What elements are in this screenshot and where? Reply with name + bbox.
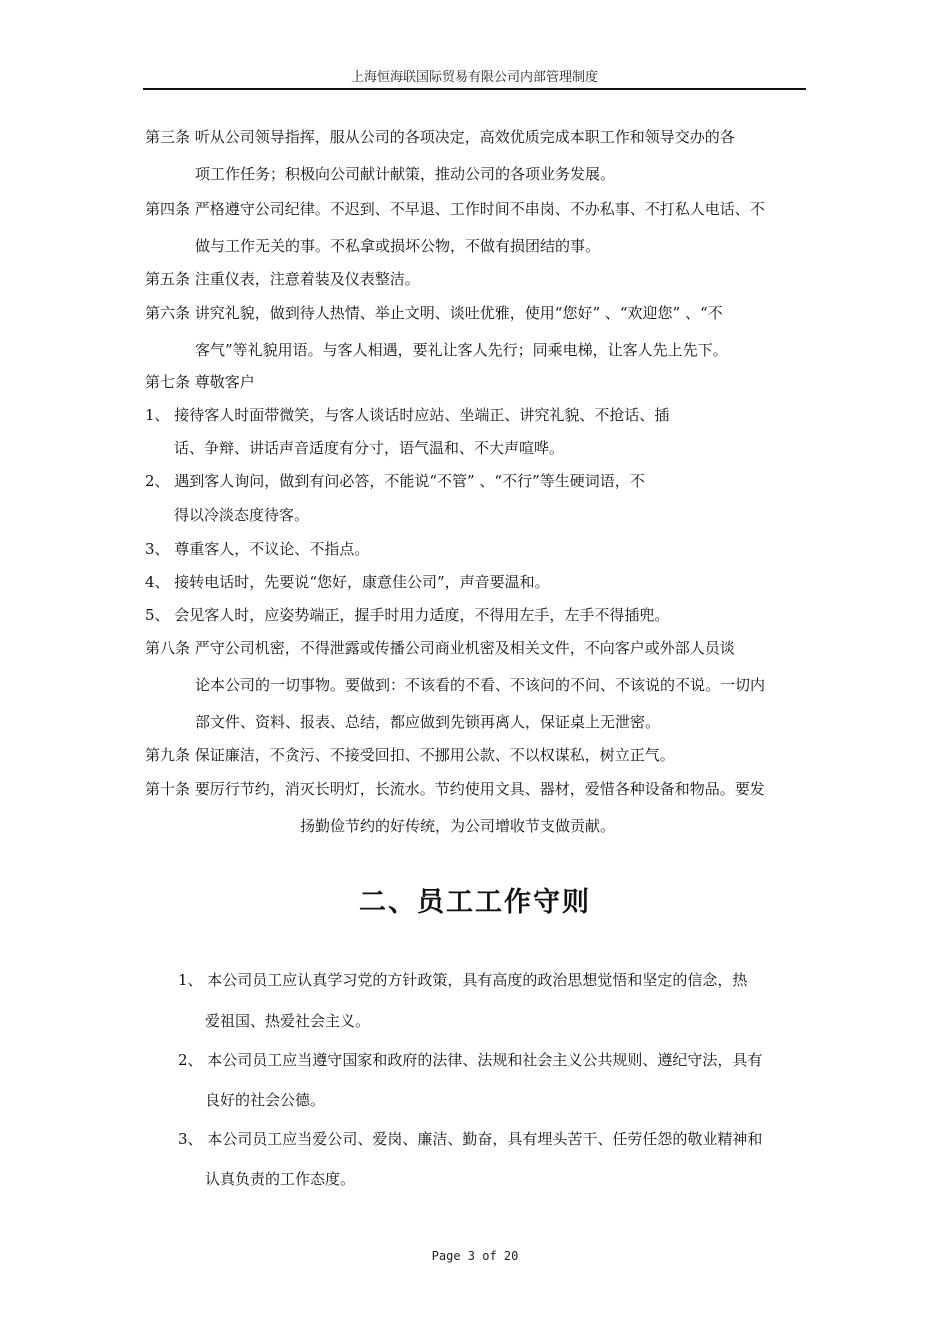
article-8-line-3: 部文件、资料、报表、总结，都应做到先锁再离人，保证桌上无泄密。 [195,713,661,731]
article-7-item-2-line-1: 2、 遇到客人询问，做到有问必答，不能说“不管” 、“不行”等生硬词语，不 [145,472,645,490]
article-4-line-1: 第四条 严格遵守公司纪律。不迟到、不早退、工作时间不串岗、不办私事、不打私人电话、不 [145,200,765,218]
article-8-line-2: 论本公司的一切事物。要做到：不该看的不看、不该问的不问、不该说的不说。一切内 [195,676,766,694]
document-header-title: 上海恒海联国际贸易有限公司内部管理制度 [350,70,598,85]
article-7-item-3: 3、 尊重客人，不议论、不指点。 [145,540,370,558]
article-9-line-1: 第九条 保证廉洁，不贪污、不接受回扣、不挪用公款、不以权谋私，树立正气。 [145,746,675,764]
article-3-line-1: 第三条 听从公司领导指挥，服从公司的各项决定，高效优质完成本职工作和领导交办的各 [145,128,735,146]
article-7-item-1-line-1: 1、 接待客人时面带微笑，与客人谈话时应站、坐端正、讲究礼貌、不抢话、插 [145,406,670,424]
rule-1-line-2: 爱祖国、热爱社会主义。 [205,1012,371,1030]
rule-2-line-1: 2、 本公司员工应当遵守国家和政府的法律、法规和社会主义公共规则、遵纪守法，具有 [178,1051,763,1069]
header-divider [143,88,806,90]
rule-3-line-1: 3、 本公司员工应当爱公司、爱岗、廉洁、勤奋，具有埋头苦干、任劳任怨的敬业精神和 [178,1130,763,1148]
article-8-line-1: 第八条 严守公司机密，不得泄露或传播公司商业机密及相关文件，不向客户或外部人员谈 [145,639,735,657]
article-3-line-2: 项工作任务；积极向公司献计献策，推动公司的各项业务发展。 [195,165,616,183]
rule-1-line-1: 1、 本公司员工应认真学习党的方针政策，具有高度的政治思想觉悟和坚定的信念，热 [178,971,748,989]
rule-2-line-2: 良好的社会公德。 [205,1091,326,1109]
article-7-item-1-line-2: 话、争辩、讲话声音适度有分寸，语气温和、不大声喧哗。 [174,439,565,457]
article-7-item-5: 5、 会见客人时，应姿势端正，握手时用力适度，不得用左手，左手不得插兜。 [145,606,670,624]
article-7-item-2-line-2: 得以冷淡态度待客。 [174,506,310,524]
article-7-item-4: 4、 接转电话时，先要说“您好，康意佳公司”，声音要温和。 [145,573,550,591]
article-5-line-1: 第五条 注重仪表，注意着装及仪表整洁。 [145,270,420,288]
article-4-line-2: 做与工作无关的事。不私拿或损坏公物，不做有损团结的事。 [195,237,601,255]
article-10-line-2: 扬勤俭节约的好传统，为公司增收节支做贡献。 [300,817,616,835]
article-6-line-2: 客气”等礼貌用语。与客人相遇，要礼让客人先行；同乘电梯，让客人先上先下。 [195,341,728,359]
article-7-line-1: 第七条 尊敬客户 [145,373,255,391]
article-6-line-1: 第六条 讲究礼貌，做到待人热情、举止文明、谈吐优雅，使用“您好” 、“欢迎您” 、“不 [145,304,723,322]
article-10-line-1: 第十条 要厉行节约，消灭长明灯，长流水。节约使用文具、器材，爱惜各种设备和物品。要发 [145,780,765,798]
page-number: Page 3 of 20 [431,1249,519,1263]
rule-3-line-2: 认真负责的工作态度。 [205,1170,356,1188]
section-2-heading: 二、员工工作守则 [359,887,591,918]
